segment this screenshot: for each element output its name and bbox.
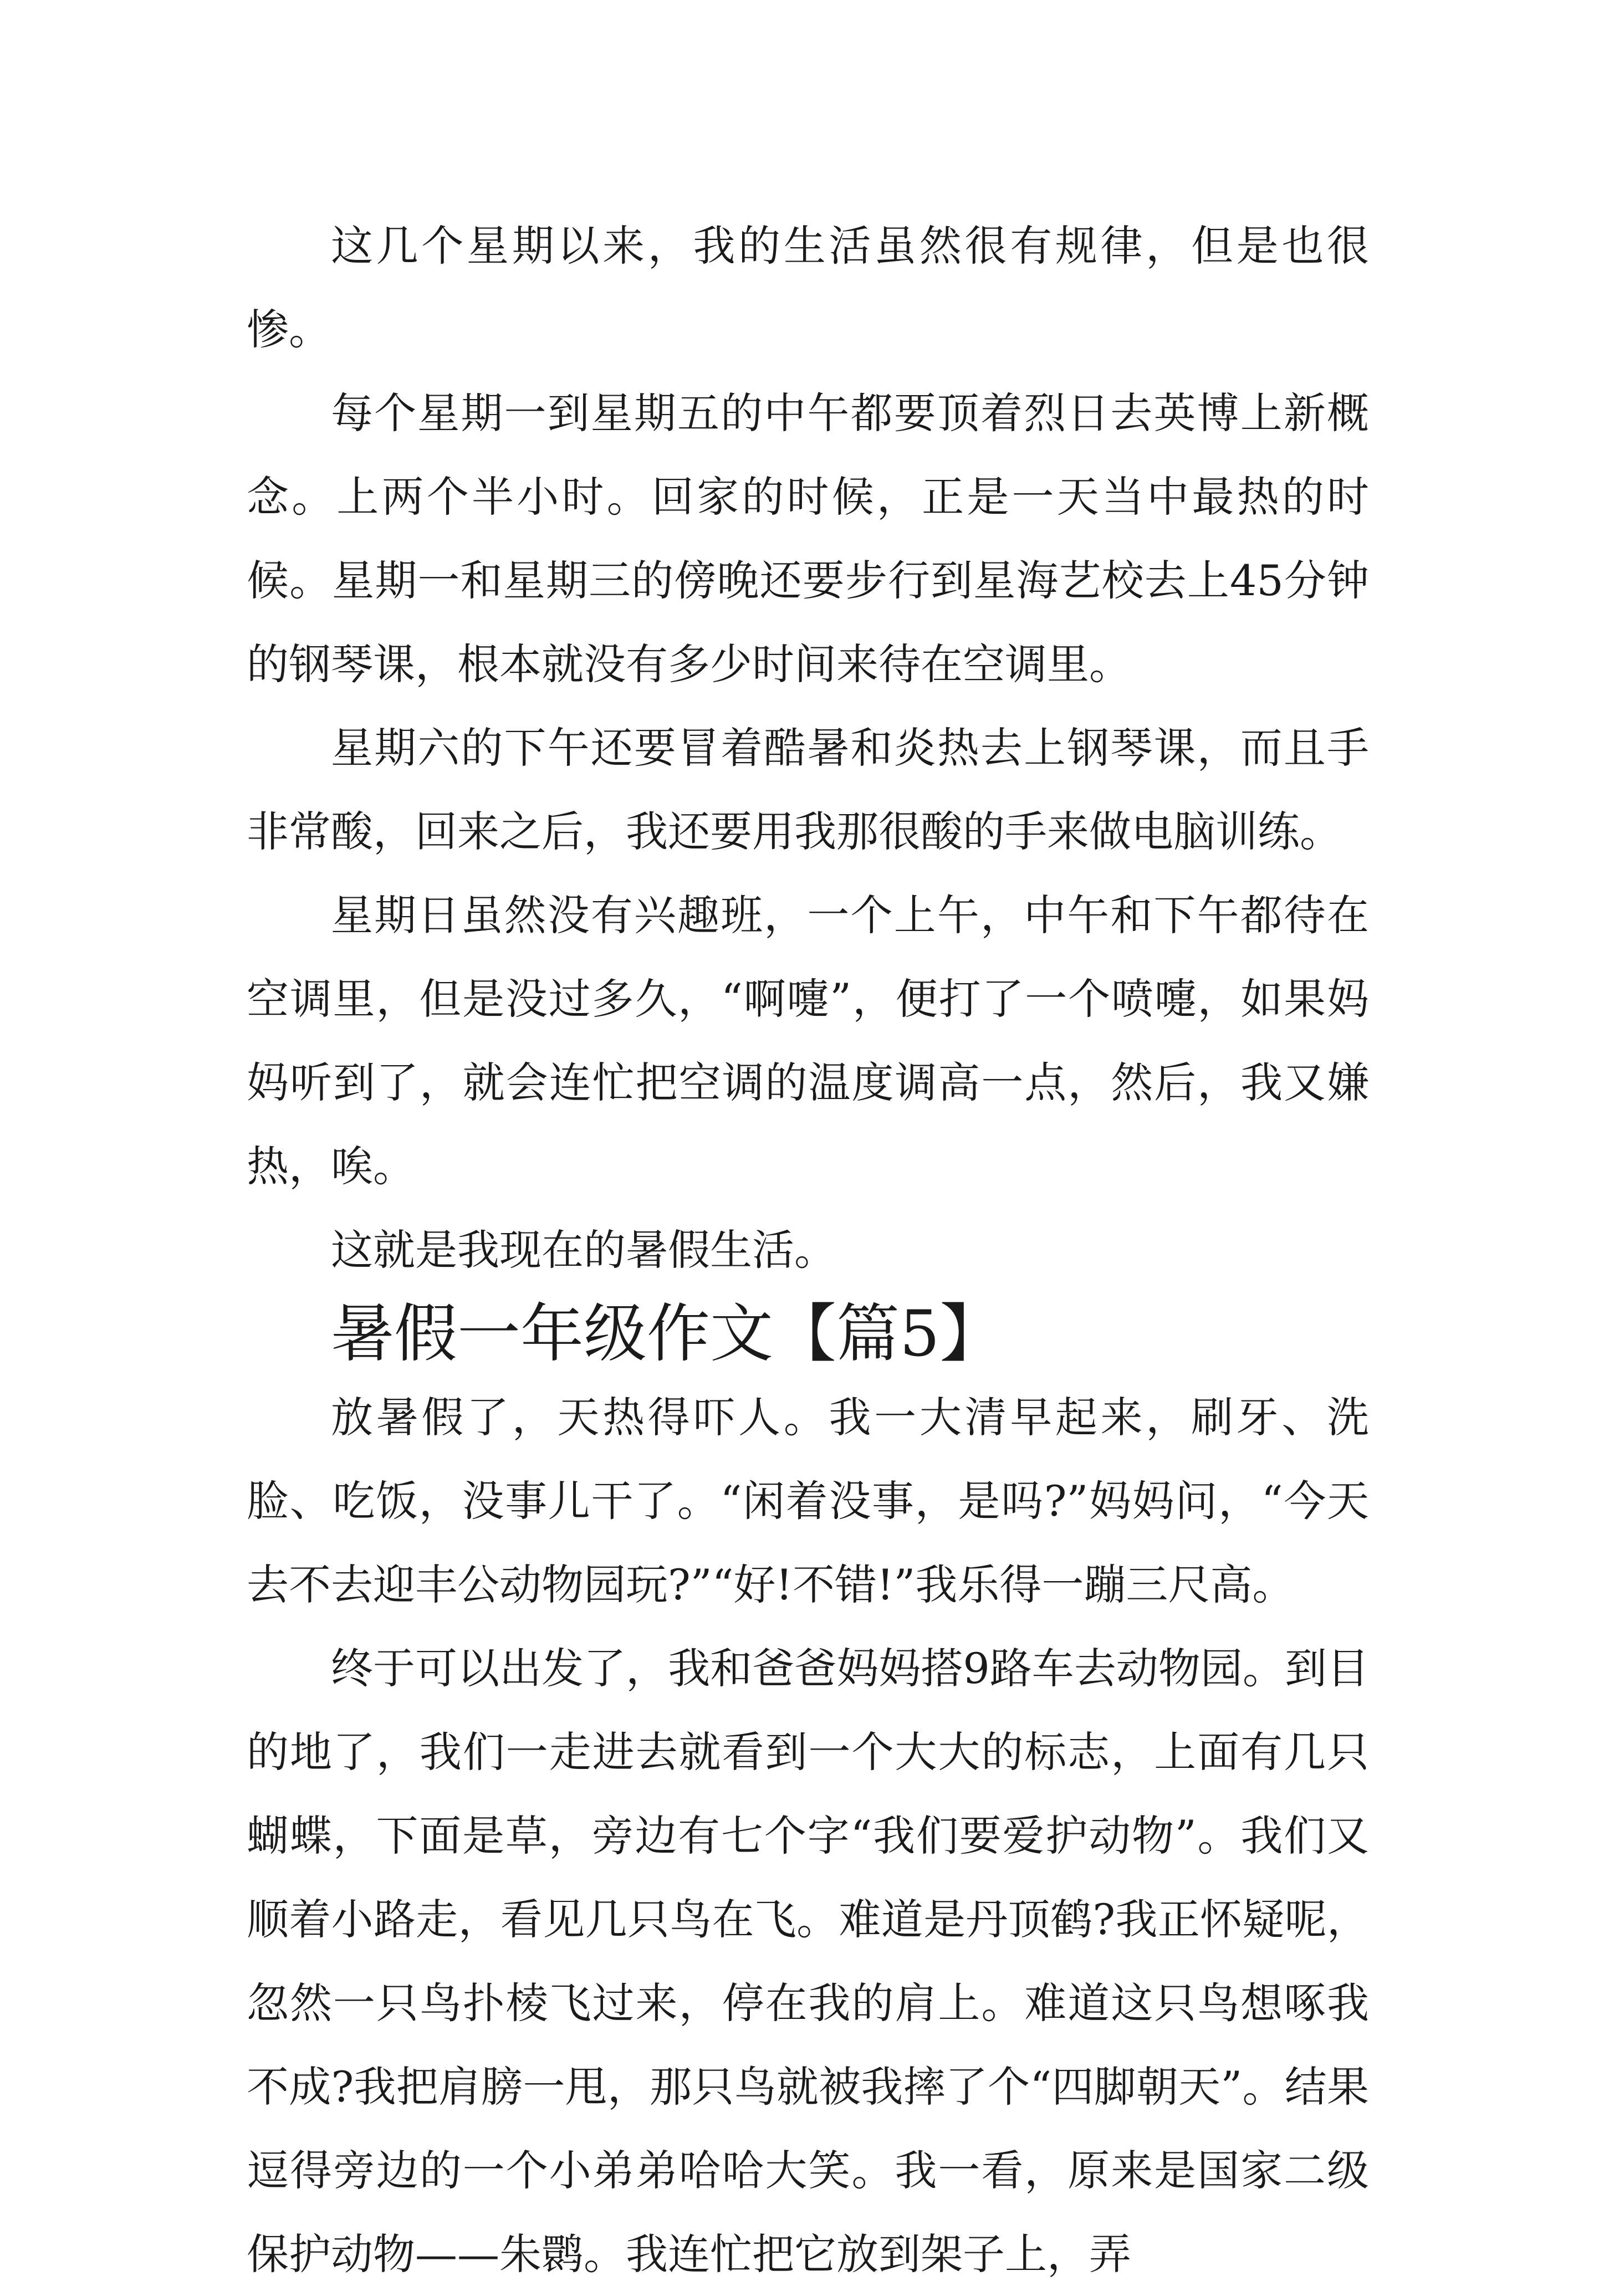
- document-body: [247, 204, 1369, 2296]
- paragraph-4: 星期日虽然没有兴趣班，一个上午，中午和下午都待在空调里，但是没过多久，“啊嚏”，便打了一个喷嚏，如果妈妈听到了，就会连忙把空调的温度调高一点，然后，我又嫌热，唉。: [247, 891, 1369, 1191]
- paragraph-7: 终于可以出发了，我和爸爸妈妈搭9路车去动物园。到目的地了，我们一走进去就看到一个大大的标志，上面有几只蝴蝶，下面是草，旁边有七个字“我们要爱护动物”。我们又顺着小路走，看见几只鸟在飞。难道是丹顶鹤?我正怀疑呢，忽然一只鸟扑棱飞过来，停在我的肩上。难道这只鸟想啄我不成?我把肩膀一甩，那只鸟就被我摔了个“四脚朝天”。结果逗得旁边的一个小弟弟哈哈大笑。我一看，原来是国家二级保护动物——朱鹮。我连忙把它放到架子上，弄: [247, 1644, 1369, 2279]
- paragraph-3: 星期六的下午还要冒着酷暑和炎热去上钢琴课，而且手非常酸，回来之后，我还要用我那很酸的手来做电脑训练。: [247, 723, 1369, 856]
- section-heading: 暑假一年级作文【篇5】: [331, 1297, 1003, 1371]
- paragraph-2: 每个星期一到星期五的中午都要顶着烈日去英博上新概念。上两个半小时。回家的时候，正是一天当中最热的时候。星期一和星期三的傍晚还要步行到星海艺校去上45分钟的钢琴课，根本就没有多少时间来待在空调里。: [247, 388, 1369, 689]
- paragraph-6: 放暑假了，天热得吓人。我一大清早起来，刷牙、洗脸、吃饭，没事儿干了。“闲着没事，是吗?”妈妈问，“今天去不去迎丰公动物园玩?”“好!不错!”我乐得一蹦三尺高。: [247, 1393, 1369, 1609]
- paragraph-5: 这就是我现在的暑假生活。: [331, 1225, 836, 1275]
- paragraph-1: 这几个星期以来，我的生活虽然很有规律，但是也很惨。: [247, 221, 1369, 354]
